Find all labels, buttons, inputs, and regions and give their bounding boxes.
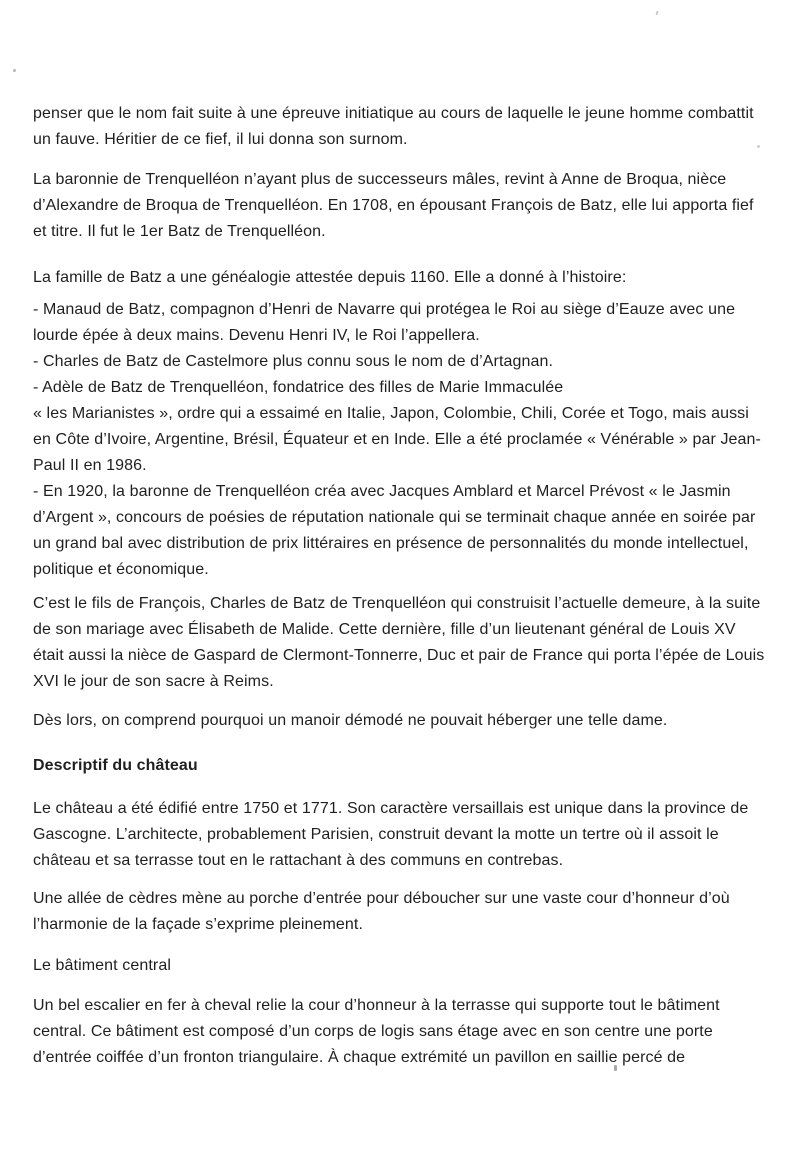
paragraph-edification: Le château a été édifié entre 1750 et 1771. Son caractère versaillais est unique dans la province de Gascogne. L’architecte, probablement Parisien, construit devant la motte un tertre où il assoit le château et sa terrasse tout en le rattachant à des communs en contrebas. <box>33 800 749 869</box>
document-body <box>33 0 767 1071</box>
paragraph-des-lors: Dès lors, on comprend pourquoi un manoir démodé ne pouvait héberger une telle dame. <box>33 712 668 729</box>
list-item-charles: - Charles de Batz de Castelmore plus connu sous le nom de d’Artagnan. <box>33 353 554 370</box>
list-item-manaud: - Manaud de Batz, compagnon d’Henri de Navarre qui protégea le Roi au siège d’Eauze avec une lourde épée à deux mains. Devenu Henri IV, le Roi l’appellera. <box>33 301 736 344</box>
section-heading-descriptif: Descriptif du château <box>33 757 198 774</box>
subheading-batiment-central: Le bâtiment central <box>33 957 171 974</box>
paragraph-charles-construction: C’est le fils de François, Charles de Batz de Trenquelléon qui construisit l’actuelle demeure, à la suite de son mariage avec Élisabeth de Malide. Cette dernière, fille d’un lieutenant général de Louis XV était aussi la nièce de Gaspard de Clermont-Tonnerre, Duc et pair de France qui porta l’épée de Louis XVI le jour de son sacre à Reims. <box>33 595 765 690</box>
list-item-adele: - Adèle de Batz de Trenquelléon, fondatrice des filles de Marie Immaculée <box>33 379 564 396</box>
paragraph-allee-cedres: Une allée de cèdres mène au porche d’entrée pour déboucher sur une vaste cour d’honneur d’où l’harmonie de la façade s’exprime pleinement. <box>33 890 730 933</box>
scan-speck <box>13 69 16 72</box>
paragraph-genealogie: La famille de Batz a une généalogie attestée depuis 1160. Elle a donné à l’histoire: <box>33 269 627 286</box>
paragraph-marianistes: « les Marianistes », ordre qui a essaimé en Italie, Japon, Colombie, Chili, Corée et Togo, mais aussi en Côte d’Ivoire, Argentine, Brésil, Équateur et en Inde. Elle a été proclamée « Vénérable » par Jean-Paul II en 1986. <box>33 405 761 474</box>
paragraph-intro-continuation: penser que le nom fait suite à une épreuve initiatique au cours de laquelle le jeune homme combattit un fauve. Héritier de ce fief, il lui donna son surnom. <box>33 105 754 148</box>
paragraph-baronnie: La baronnie de Trenquelléon n’ayant plus de successeurs mâles, revint à Anne de Broqua, nièce d’Alexandre de Broqua de Trenquelléon. En 1708, en épousant François de Batz, elle lui apporta fief et titre. Il fut le 1er Batz de Trenquelléon. <box>33 171 754 240</box>
paragraph-escalier: Un bel escalier en fer à cheval relie la cour d’honneur à la terrasse qui supporte tout le bâtiment central. Ce bâtiment est composé d’un corps de logis sans étage avec en son centre une porte d’entrée coiffée d’un fronton triangulaire. À chaque extrémité un pavillon en saillie percé de <box>33 997 720 1066</box>
list-item-jasmin-argent: - En 1920, la baronne de Trenquelléon créa avec Jacques Amblard et Marcel Prévost « le Jasmin d’Argent », concours de poésies de réputation nationale qui se terminait chaque année en soirée par un grand bal avec distribution de prix littéraires en présence de personnalités du monde intellectuel, politique et économique. <box>33 483 756 578</box>
